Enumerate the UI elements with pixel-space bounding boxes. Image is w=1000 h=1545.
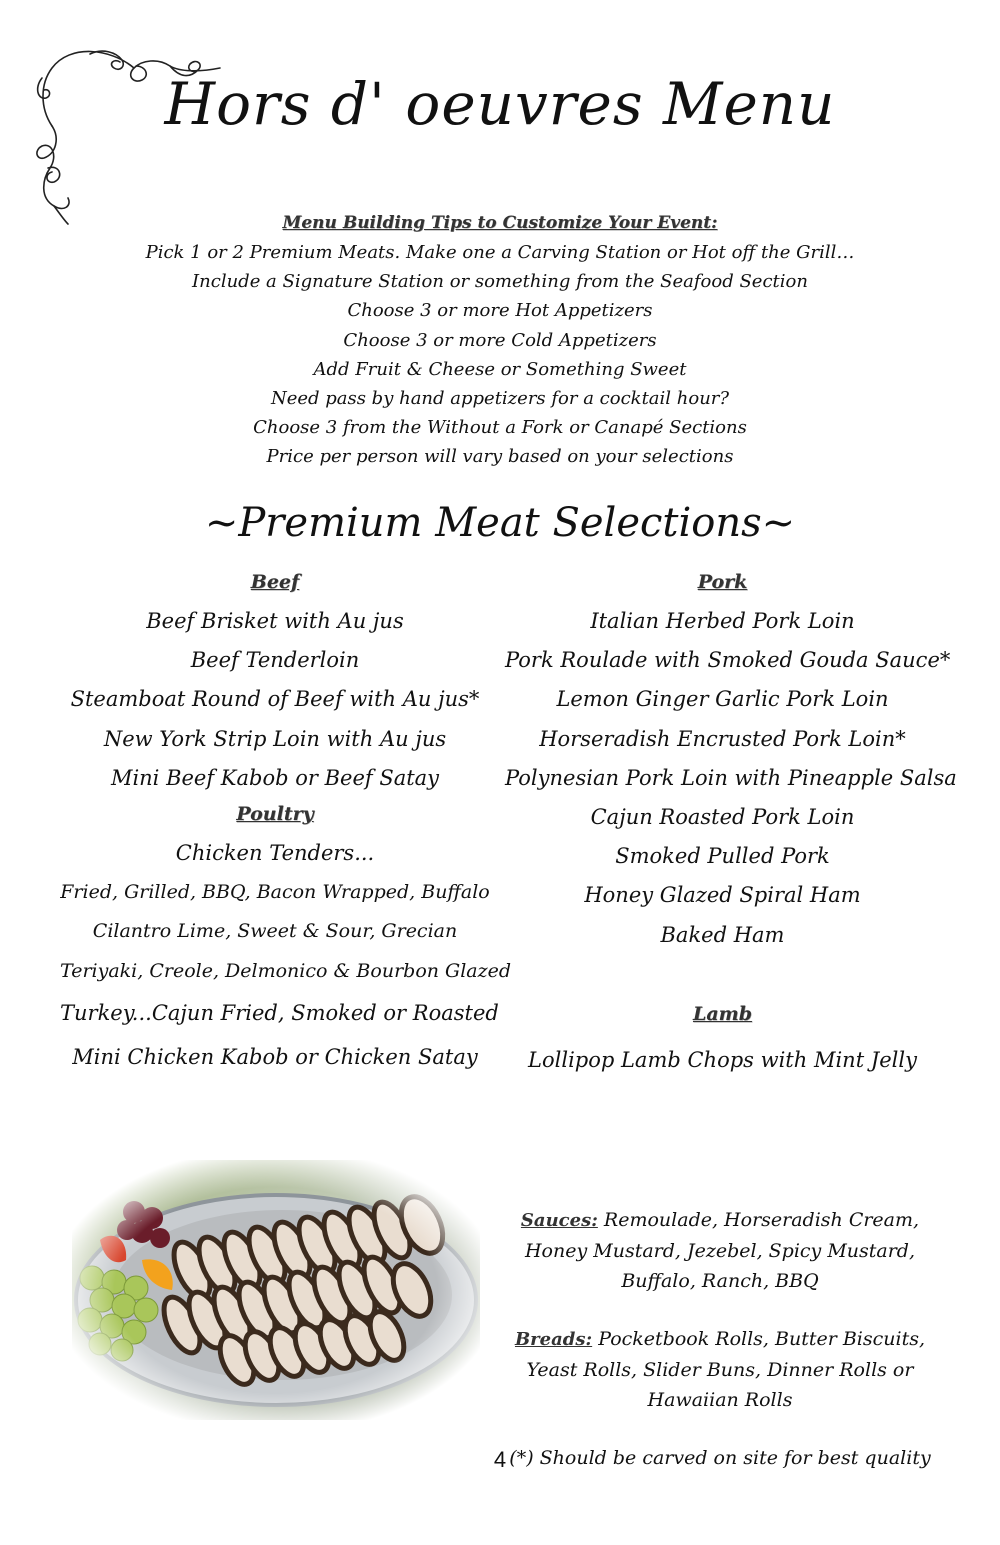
category-heading-pork: Pork xyxy=(697,571,748,593)
menu-item: Turkey...Cajun Fried, Smoked or Roasted xyxy=(60,1000,499,1025)
menu-item: Beef Tenderloin xyxy=(190,648,360,673)
tip-line: Need pass by hand appetizers for a cocktail hour? xyxy=(270,388,730,410)
section-title: ~Premium Meat Selections~ xyxy=(204,500,796,546)
category-heading-poultry: Poultry xyxy=(236,802,314,825)
menu-item: Baked Ham xyxy=(660,922,785,947)
menu-item: Italian Herbed Pork Loin xyxy=(590,609,855,633)
menu-item: Mini Beef Kabob or Beef Satay xyxy=(110,765,440,790)
sauces-text: Remoulade, Horseradish Cream, Honey Mustard, Jezebel, Spicy Mustard, Buffalo, Ranch, BBQ xyxy=(524,1209,920,1292)
right-column xyxy=(505,566,957,1082)
menu-item: Cajun Roasted Pork Loin xyxy=(590,804,855,829)
menu-item: Beef Brisket with Au jus xyxy=(146,609,404,633)
menu-item: Smoked Pulled Pork xyxy=(615,844,830,869)
sauces-note xyxy=(495,1205,945,1296)
left-column xyxy=(60,566,512,1079)
tip-line: Choose 3 or more Cold Appetizers xyxy=(343,329,657,351)
tip-line: Include a Signature Station or something from the Seafood Section xyxy=(192,271,808,293)
menu-item: Horseradish Encrusted Pork Loin* xyxy=(539,726,906,751)
tips-block xyxy=(0,208,1000,472)
menu-item: Mini Chicken Kabob or Chicken Satay xyxy=(72,1044,478,1069)
category-heading-beef: Beef xyxy=(250,571,300,593)
menu-item: Cilantro Lime, Sweet & Sour, Grecian xyxy=(92,920,458,943)
menu-item: Pork Roulade with Smoked Gouda Sauce* xyxy=(505,648,951,673)
menu-item: Fried, Grilled, BBQ, Bacon Wrapped, Buffalo xyxy=(60,881,490,904)
tip-line: Pick 1 or 2 Premium Meats. Make one a Carving Station or Hot off the Grill… xyxy=(145,242,855,263)
tip-line: Choose 3 from the Without a Fork or Canapé Sections xyxy=(253,417,747,439)
tips-title: Menu Building Tips to Customize Your Event: xyxy=(282,213,718,233)
menu-item: Honey Glazed Spiral Ham xyxy=(584,883,861,908)
menu-item: Lollipop Lamb Chops with Mint Jelly xyxy=(528,1047,917,1072)
menu-item: Chicken Tenders... xyxy=(175,840,375,865)
page-number: 4 xyxy=(493,1447,507,1472)
tip-line: Add Fruit & Cheese or Something Sweet xyxy=(313,358,687,380)
breads-note xyxy=(495,1324,945,1415)
breads-text: Pocketbook Rolls, Butter Biscuits, Yeast Rolls, Slider Buns, Dinner Rolls or Hawaiian Rolls xyxy=(526,1328,926,1411)
menu-item: New York Strip Loin with Au jus xyxy=(103,726,447,751)
menu-item: Lemon Ginger Garlic Pork Loin xyxy=(556,687,889,712)
carved-note: (*) Should be carved on site for best quality xyxy=(509,1447,931,1469)
sliced-pork-platter-photo xyxy=(72,1160,480,1420)
tip-line: Price per person will vary based on your selections xyxy=(266,446,734,468)
menu-item: Teriyaki, Creole, Delmonico & Bourbon Glazed xyxy=(60,959,512,982)
page-title: Hors d' oeuvres Menu xyxy=(164,70,836,138)
spacer xyxy=(505,955,940,994)
sauces-label: Sauces: xyxy=(520,1210,598,1231)
category-heading-lamb: Lamb xyxy=(692,1002,753,1025)
menu-item: Polynesian Pork Loin with Pineapple Salsa xyxy=(505,765,957,790)
breads-label: Breads: xyxy=(514,1329,593,1350)
tip-line: Choose 3 or more Hot Appetizers xyxy=(347,300,653,322)
menu-item: Steamboat Round of Beef with Au jus* xyxy=(70,687,480,712)
